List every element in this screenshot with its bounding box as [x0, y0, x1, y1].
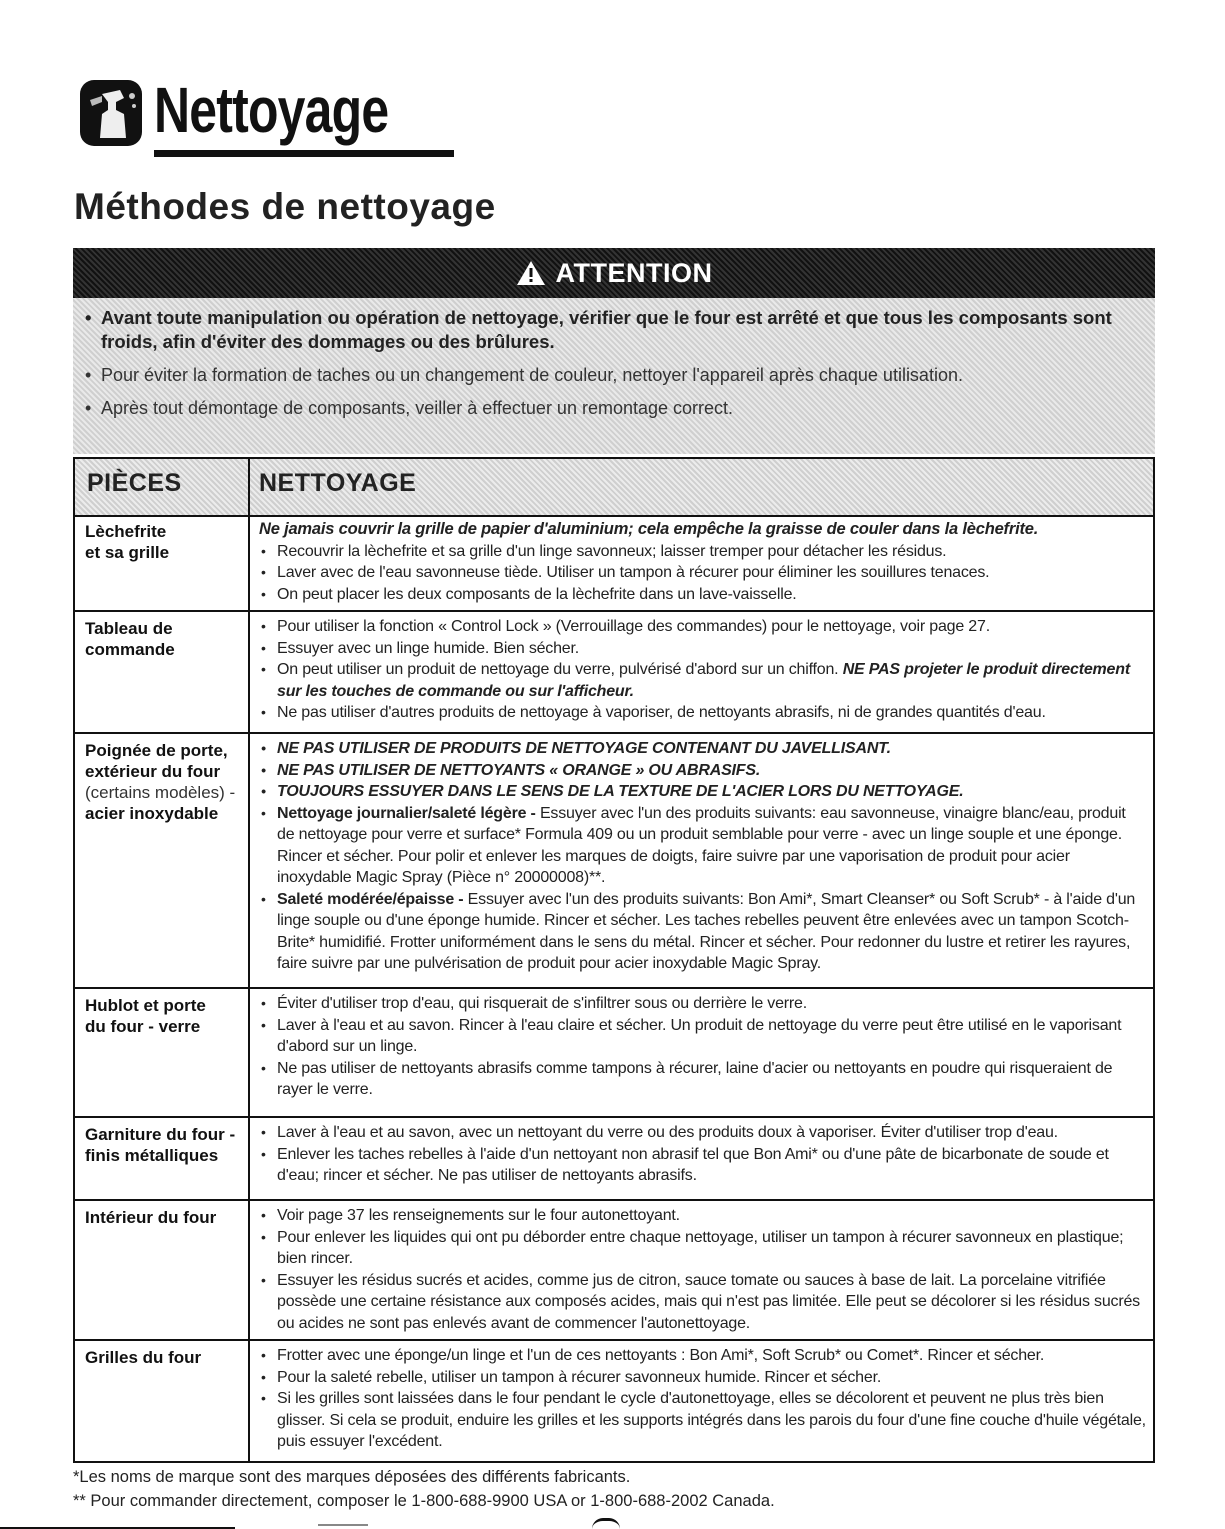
list-item: • Essuyer les résidus sucrés et acides, comme jus de citron, sauce tomate ou sauces à base de lait. La porcelaine vitrifiée possède une certaine résistance aux composés acides, mais qui n'est pas limitée. Elle peut se décolorer si les résidus sucrés ou acides ne sont pas enlevés avant de commencer l'autonettoyage. [259, 1270, 1147, 1335]
row-label-line: Garniture du four - [85, 1125, 236, 1144]
list-item: • Éviter d'utiliser trop d'eau, qui risquerait de s'infiltrer sous ou derrière le verre. [259, 993, 1147, 1015]
row-label-line: acier inoxydable [85, 804, 219, 823]
list-item: • Recouvrir la lèchefrite et sa grille d'un linge savonneux; laisser tremper pour détacher les résidus. [259, 541, 1147, 563]
row-label-line: commande [85, 640, 175, 659]
spray-bottle-icon [80, 80, 142, 146]
table-row [75, 612, 1153, 734]
table-row [75, 1341, 1153, 1461]
table-row [75, 989, 1153, 1118]
row-label [85, 521, 243, 563]
row-body [259, 519, 1147, 605]
row-label-line: Lèchefrite [85, 522, 167, 541]
list-item-heading: Saleté modérée/épaisse - [277, 890, 464, 908]
row-label-line: du four - verre [85, 1017, 201, 1036]
row-label [85, 995, 243, 1037]
table-header [75, 459, 1153, 517]
list-item: • TOUJOURS ESSUYER DANS LE SENS DE LA TEXTURE DE L'ACIER LORS DU NETTOYAGE. [259, 781, 1147, 803]
row-label-line: Intérieur du four [85, 1208, 217, 1227]
page-title: Nettoyage [154, 74, 389, 146]
row-body [259, 1205, 1147, 1334]
footnote: *Les noms de marque sont des marques déposées des différents fabricants. [73, 1468, 631, 1486]
list-item-heading: Nettoyage journalier/saleté légère - [277, 804, 536, 822]
header-pieces: PIÈCES [87, 469, 182, 497]
list-item-emphasis: NE PAS projeter le produit directement sur les touches de commande ou sur l'afficheur. [277, 661, 1130, 700]
list-item [259, 889, 1147, 975]
row-body [259, 616, 1147, 724]
table-row [75, 515, 1153, 612]
list-item: • Ne pas utiliser d'autres produits de nettoyage à vaporiser, de nettoyants abrasifs, ni de grandes quantités d'eau. [259, 702, 1147, 724]
row-label-line: Hublot et porte [85, 996, 206, 1015]
list-item: • Si les grilles sont laissées dans le four pendant le cycle d'autonettoyage, elles se décolorent et peuvent ne plus très bien glisser. Si cela se produit, enduire les grilles et les supports intégrés dans les parois du four d'une fine couche d'huile végétale, puis essuyer l'excédent. [259, 1388, 1147, 1453]
list-item: • Laver à l'eau et au savon. Rincer à l'eau claire et sécher. Un produit de nettoyage du verre peut être utilisé en le vaporisant d'abord sur un linge. [259, 1015, 1147, 1058]
warning-icon [516, 260, 546, 286]
attention-item: • Avant toute manipulation ou opération de nettoyage, vérifier que le four est arrêté et que tous les composants sont froids, afin d'éviter des dommages ou des brûlures. [81, 306, 1149, 354]
list-item: • Enlever les taches rebelles à l'aide d'un nettoyant non abrasif tel que Bon Ami* ou d'une pâte de bicarbonate de soude et d'eau; rincer et sécher. Ne pas utiliser de nettoyants abrasifs. [259, 1144, 1147, 1187]
header-nettoyage: NETTOYAGE [259, 469, 417, 497]
list-item: • Essuyer avec un linge humide. Bien sécher. [259, 638, 1147, 660]
row-body [259, 738, 1147, 975]
list-item: • Pour utiliser la fonction « Control Lock » (Verrouillage des commandes) pour le nettoyage, voir page 27. [259, 616, 1147, 638]
title-underline [154, 150, 454, 157]
row-label-line: Poignée de porte, [85, 741, 228, 760]
cleaning-table [73, 457, 1155, 1463]
row-label-line: extérieur du four [85, 762, 221, 781]
table-row [75, 1118, 1153, 1201]
list-item-text: On peut utiliser un produit de nettoyage du verre, pulvérisé d'abord sur un chiffon. [277, 661, 839, 678]
row-label [85, 1124, 243, 1166]
list-item: • Pour la saleté rebelle, utiliser un tampon à récurer savonneux humide. Rincer et sécher. [259, 1367, 1147, 1389]
row-lead-warning: Ne jamais couvrir la grille de papier d'aluminium; cela empêche la graisse de couler dans la lèchefrite. [259, 520, 1039, 538]
attention-title: ATTENTION [555, 257, 713, 288]
list-item: • NE PAS UTILISER DE NETTOYANTS « ORANGE » OU ABRASIFS. [259, 760, 1147, 782]
attention-item: • Pour éviter la formation de taches ou un changement de couleur, nettoyer l'appareil après chaque utilisation. [81, 363, 1149, 387]
attention-header [73, 248, 1155, 298]
table-row [75, 1201, 1153, 1341]
row-label [85, 618, 243, 660]
row-body [259, 1122, 1147, 1187]
row-label-line: (certains modèles) - [85, 783, 236, 802]
attention-item: • Après tout démontage de composants, veiller à effectuer un remontage correct. [81, 396, 1149, 420]
row-body [259, 1345, 1147, 1453]
row-label [85, 1207, 243, 1228]
list-item [259, 659, 1147, 702]
list-item-text: Essuyer avec l'un des produits suivants: Bon Ami*, Smart Cleanser* ou Soft Scrub* - à l'aide d'un linge souple ou d'une éponge humide. Rincer et sécher. Les taches rebelles peuvent être enlevées avec un tampon Scotch-Brite* humidifié. Frotter uniformément dans le sens du métal. Rincer et sécher. Pour redonner du lustre et retirer les rayures, faire suivre par une pulvérisation de produit pour acier inoxydable Magic Spray. [277, 890, 1136, 972]
list-item: • On peut placer les deux composants de la lèchefrite dans un lave-vaisselle. [259, 584, 1147, 606]
list-item: • Frotter avec une éponge/un linge et l'un de ces nettoyants : Bon Ami*, Soft Scrub* ou Comet*. Rincer et sécher. [259, 1345, 1147, 1367]
bottom-dots [318, 1524, 368, 1526]
table-row [75, 734, 1153, 989]
attention-box [73, 248, 1155, 454]
footnote: ** Pour commander directement, composer le 1-800-688-9900 USA or 1-800-688-2002 Canada. [73, 1492, 775, 1510]
row-label-line: Grilles du four [85, 1348, 202, 1367]
row-body [259, 993, 1147, 1101]
attention-list [81, 306, 1149, 429]
section-title: Méthodes de nettoyage [74, 186, 496, 227]
list-item: • Laver à l'eau et au savon, avec un nettoyant du verre ou des produits doux à vaporiser. Éviter d'utiliser trop d'eau. [259, 1122, 1147, 1144]
list-item: • Ne pas utiliser de nettoyants abrasifs comme tampons à récurer, laine d'acier ou nettoyants en poudre qui risqueraient de rayer le verre. [259, 1058, 1147, 1101]
list-item: • Laver avec de l'eau savonneuse tiède. Utiliser un tampon à récurer pour éliminer les souillures tenaces. [259, 562, 1147, 584]
row-label [85, 1347, 243, 1368]
row-label-line: et sa grille [85, 543, 170, 562]
row-label-line: finis métalliques [85, 1146, 219, 1165]
list-item: • Pour enlever les liquides qui ont pu déborder entre chaque nettoyage, utiliser un tampon à récurer savonneux en plastique; bien rincer. [259, 1227, 1147, 1270]
row-label [85, 740, 243, 824]
list-item: • NE PAS UTILISER DE PRODUITS DE NETTOYAGE CONTENANT DU JAVELLISANT. [259, 738, 1147, 760]
list-item [259, 803, 1147, 889]
row-label-line: Tableau de [85, 619, 173, 638]
page-number-fragment [592, 1518, 620, 1529]
list-item-text: Essuyer avec l'un des produits suivants: eau savonneuse, vinaigre blanc/eau, produit de nettoyage pour verre et surface* Formula 409 ou un produit semblable pour verre - avec un linge souple et une éponge. Rincer et sécher. Pour polir et enlever les marques de doigts, faire suivre par une vaporisation de produit pour acier inoxydable Magic Spray (Pièce n° 20000008)**. [277, 804, 1126, 886]
list-item: • Voir page 37 les renseignements sur le four autonettoyant. [259, 1205, 1147, 1227]
